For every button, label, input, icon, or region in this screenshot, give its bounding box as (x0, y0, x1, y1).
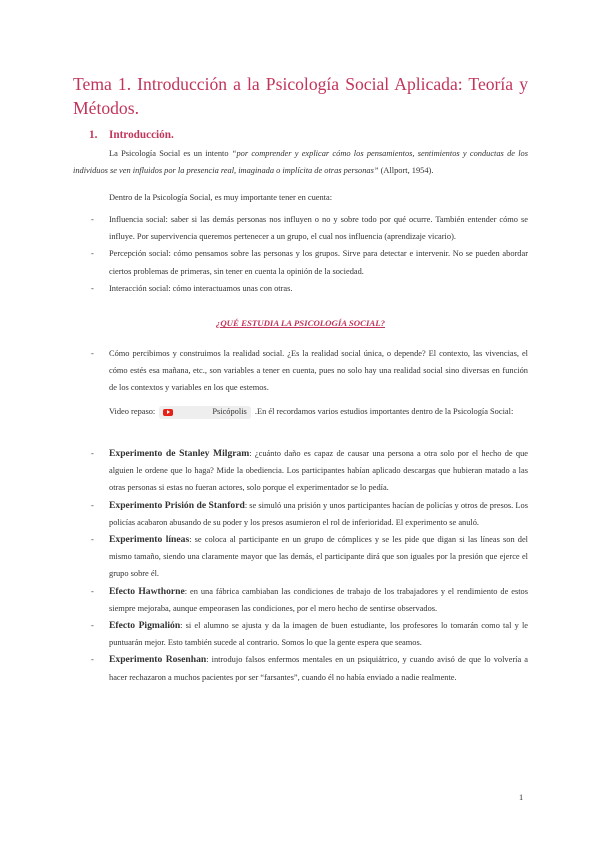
intro-citation: (Allport, 1954). (378, 166, 434, 176)
video-link-chip[interactable] (159, 406, 250, 419)
subheading: ¿QUÉ ESTUDIA LA PSICOLOGÍA SOCIAL? (215, 318, 386, 328)
experiment-item (73, 651, 528, 685)
experiment-item (73, 445, 528, 497)
document-title: Tema 1. Introducción a la Psicología Social Aplicada: Teoría y Métodos. (73, 74, 528, 118)
list-item: - Cómo percibimos y construimos la realidad social. ¿Es la realidad social única, o depende? El contexto, las vivencias, el cómo estés esa mañana, etc., son variables a tener en cuenta, pues no solo hay una realidad social sino diversas en función de los contextos y variables en los que estemos. (73, 345, 528, 397)
video-tail: .En él recordamos varios estudios importantes dentro de la Psicología Social: (252, 407, 514, 416)
experiment-name: Efecto Hawthorne (109, 585, 185, 597)
experiment-text: : ¿cuánto daño es capaz de causar una persona a otra solo por el hecho de que alguien le ordene que lo haga? Mide la obediencia. Los participantes habían aplicado descargas que hubieran matado a las otras personas si estas no fueran actores, solo porque el experimentador se lo pedía. (109, 449, 528, 493)
experiment-name: Experimento Prisión de Stanford (109, 499, 245, 511)
experiment-name: Experimento de Stanley Milgram (109, 448, 250, 459)
intro-paragraph (73, 145, 528, 179)
section-number: 1. (89, 129, 98, 141)
video-link-label: Psicópolis (212, 407, 247, 417)
experiment-name: Experimento líneas (109, 534, 190, 546)
important-list (73, 211, 528, 297)
youtube-icon (163, 409, 173, 416)
list-item: - Percepción social: cómo pensamos sobre las personas y los grupos. Sirve para detectar e intervenir. No se pueden abordar ciertos problemas de primeras, sin tener en cuenta la opinión de la sociedad. (73, 245, 528, 279)
experiment-text: : se simuló una prisión y unos participantes hacían de policías y otros de presos. Los policías acabaron abusando de su poder y los presos asumieron el rol de inferioridad. El experimento se anuló. (109, 500, 528, 527)
experiment-item (73, 531, 528, 583)
experiments-list (73, 445, 528, 686)
experiment-text: : en una fábrica cambiaban las condiciones de trabajo de los trabajadores y el rendimiento de estos siempre mejoraba, aunque empeorasen las condiciones, por el mero hecho de sentirse observados. (109, 586, 528, 613)
experiment-text: : si el alumno se ajusta y da la imagen de buen estudiante, los profesores lo tomarán como tal y le puntuarán mejor. Esto también sucede al contrario. Somos lo que la gente espera que seamos. (109, 621, 528, 648)
section-heading (89, 129, 174, 141)
list-item: - Influencia social: saber si las demás personas nos influyen o no y sobre todo por qué ocurre. También entender cómo se influye. Por supervivencia queremos pertenecer a un grupo, el cual nos influencia (aprendizaje vicario). (73, 211, 528, 245)
video-paragraph (73, 403, 528, 420)
video-lead: Video repaso: (109, 407, 158, 416)
intro-lead: La Psicología Social es un intento (109, 149, 232, 158)
experiment-item (73, 497, 528, 531)
experiment-name: Experimento Rosenhan (109, 654, 207, 666)
experiment-name: Efecto Pigmalión (109, 620, 181, 632)
experiment-item (73, 617, 528, 651)
experiment-text: : introdujo falsos enfermos mentales en un psiquiátrico, y cuando avisó de que lo volvería a hacer rechazaron a muchos pacientes por ser “farsantes”, cuando él no había enviado a nadie realmente. (109, 655, 528, 682)
study-list (73, 345, 528, 397)
intro-quote: “por comprender y explicar cómo los pensamientos, sentimientos y conductas de los individuos se ven influidos por la presencia real, imaginada o implícita de otras personas” (73, 149, 528, 176)
list-item: - Interacción social: cómo interactuamos unas con otras. (73, 280, 528, 297)
experiment-item (73, 583, 528, 617)
page-number: 1 (519, 793, 524, 802)
experiment-text: : se coloca al participante en un grupo de cómplices y se les pide que digan si las líneas son del mismo tamaño, siendo una claramente mayor que las demás, el participante dirá que son iguales por la presión que ejerce el grupo sobre él. (109, 535, 528, 579)
section-title: Introducción. (109, 129, 174, 141)
important-lead: Dentro de la Psicología Social, es muy importante tener en cuenta: (109, 193, 333, 202)
